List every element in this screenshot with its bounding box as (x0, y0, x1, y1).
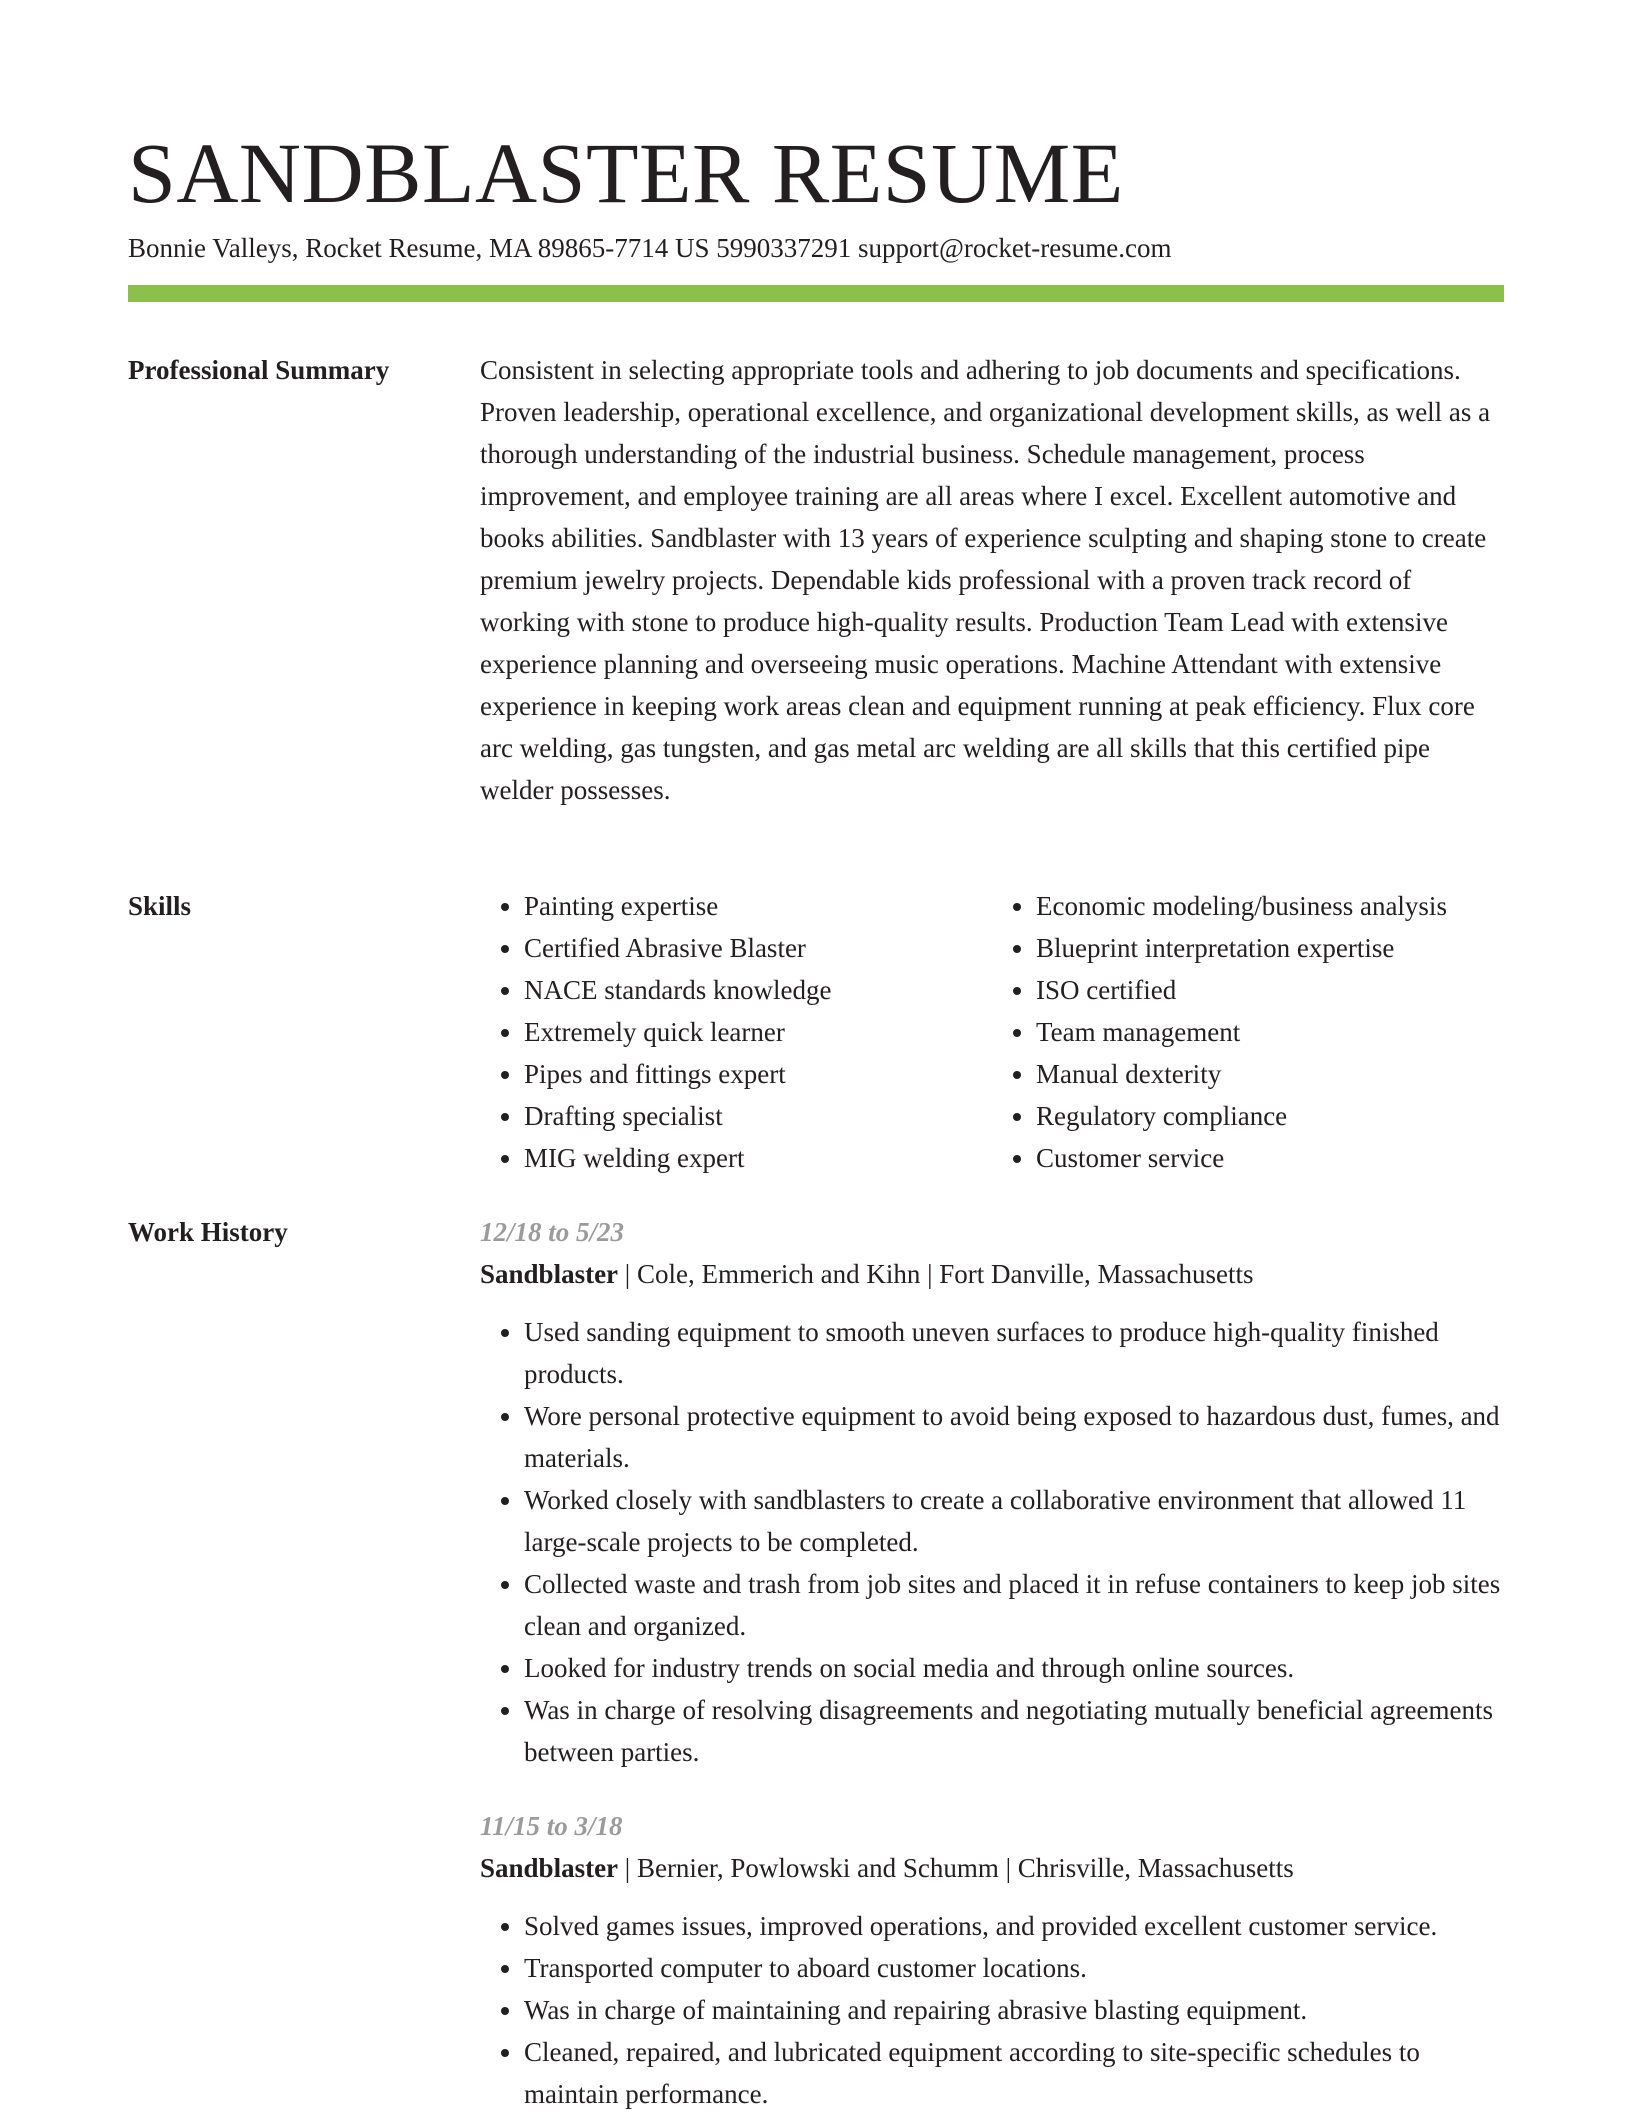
skills-columns (480, 885, 1504, 1179)
skill-item: • Team management (1036, 1011, 1504, 1053)
job-bullets (480, 1905, 1504, 2115)
accent-divider (128, 285, 1504, 302)
skill-item: • Blueprint interpretation expertise (1036, 927, 1504, 969)
job-bullet: • Looked for industry trends on social media and through online sources. (524, 1647, 1504, 1689)
skills-heading: Skills (128, 891, 192, 921)
job-details: | Bernier, Powlowski and Schumm | Chrisville, Massachusetts (618, 1853, 1294, 1883)
summary-text: Consistent in selecting appropriate tools and adhering to job documents and specifications. Proven leadership, operational excellence, and organizational development skills, as well as a thorough understanding of the industrial business. Schedule management, process improvement, and employee training are all areas where I excel. Excellent automotive and books abilities. Sandblaster with 13 years of experience sculpting and shaping stone to create premium jewelry projects. Dependable kids professional with a proven track record of working with stone to produce high-quality results. Production Team Lead with extensive experience planning and overseeing music operations. Machine Attendant with extensive experience in keeping work areas clean and equipment running at peak efficiency. Flux core arc welding, gas tungsten, and gas metal arc welding are all skills that this certified pipe welder possesses. (480, 355, 1491, 805)
job-header (480, 1253, 1504, 1295)
job-entry (480, 1805, 1504, 2115)
work-history-body (480, 1211, 1504, 2115)
job-bullet: • Transported computer to aboard customer locations. (524, 1947, 1504, 1989)
skill-item: • Regulatory compliance (1036, 1095, 1504, 1137)
job-bullet: • Worked closely with sandblasters to create a collaborative environment that allowed 11 large-scale projects to be completed. (524, 1479, 1504, 1563)
summary-heading: Professional Summary (128, 355, 390, 385)
work-history-heading: Work History (128, 1217, 288, 1247)
skill-item: • Certified Abrasive Blaster (524, 927, 992, 969)
job-bullet: • Wore personal protective equipment to avoid being exposed to hazardous dust, fumes, and materials. (524, 1395, 1504, 1479)
job-title: Sandblaster (480, 1259, 619, 1289)
resume-title: SANDBLASTER RESUME (128, 125, 1124, 221)
job-dates: 11/15 to 3/18 (480, 1811, 623, 1841)
skill-item: • MIG welding expert (524, 1137, 992, 1179)
job-bullets (480, 1311, 1504, 1773)
contact-line: Bonnie Valleys, Rocket Resume, MA 89865-7714 US 5990337291 support@rocket-resume.com (128, 233, 1172, 263)
job-header (480, 1847, 1504, 1889)
skill-item: • Painting expertise (524, 885, 992, 927)
job-bullet: • Was in charge of maintaining and repairing abrasive blasting equipment. (524, 1989, 1504, 2031)
skill-item: • Extremely quick learner (524, 1011, 992, 1053)
skill-item: • Pipes and fittings expert (524, 1053, 992, 1095)
job-bullet: • Collected waste and trash from job sites and placed it in refuse containers to keep job sites clean and organized. (524, 1563, 1504, 1647)
job-details: | Cole, Emmerich and Kihn | Fort Danville, Massachusetts (618, 1259, 1254, 1289)
job-bullet: • Was in charge of resolving disagreements and negotiating mutually beneficial agreements between parties. (524, 1689, 1504, 1773)
skills-list-left (480, 885, 992, 1179)
skill-item: • Drafting specialist (524, 1095, 992, 1137)
skills-body (480, 885, 1504, 1179)
job-bullet: • Used sanding equipment to smooth uneven surfaces to produce high-quality finished products. (524, 1311, 1504, 1395)
job-dates: 12/18 to 5/23 (480, 1217, 625, 1247)
skill-item: • Economic modeling/business analysis (1036, 885, 1504, 927)
skill-item: • Customer service (1036, 1137, 1504, 1179)
skills-list-right (992, 885, 1504, 1179)
job-bullet: • Cleaned, repaired, and lubricated equipment according to site-specific schedules to maintain performance. (524, 2031, 1504, 2115)
job-entry (480, 1211, 1504, 1773)
skill-item: • Manual dexterity (1036, 1053, 1504, 1095)
summary-body (480, 349, 1504, 811)
skill-item: • NACE standards knowledge (524, 969, 992, 1011)
job-title: Sandblaster (480, 1853, 619, 1883)
job-bullet: • Solved games issues, improved operations, and provided excellent customer service. (524, 1905, 1504, 1947)
skill-item: • ISO certified (1036, 969, 1504, 1011)
